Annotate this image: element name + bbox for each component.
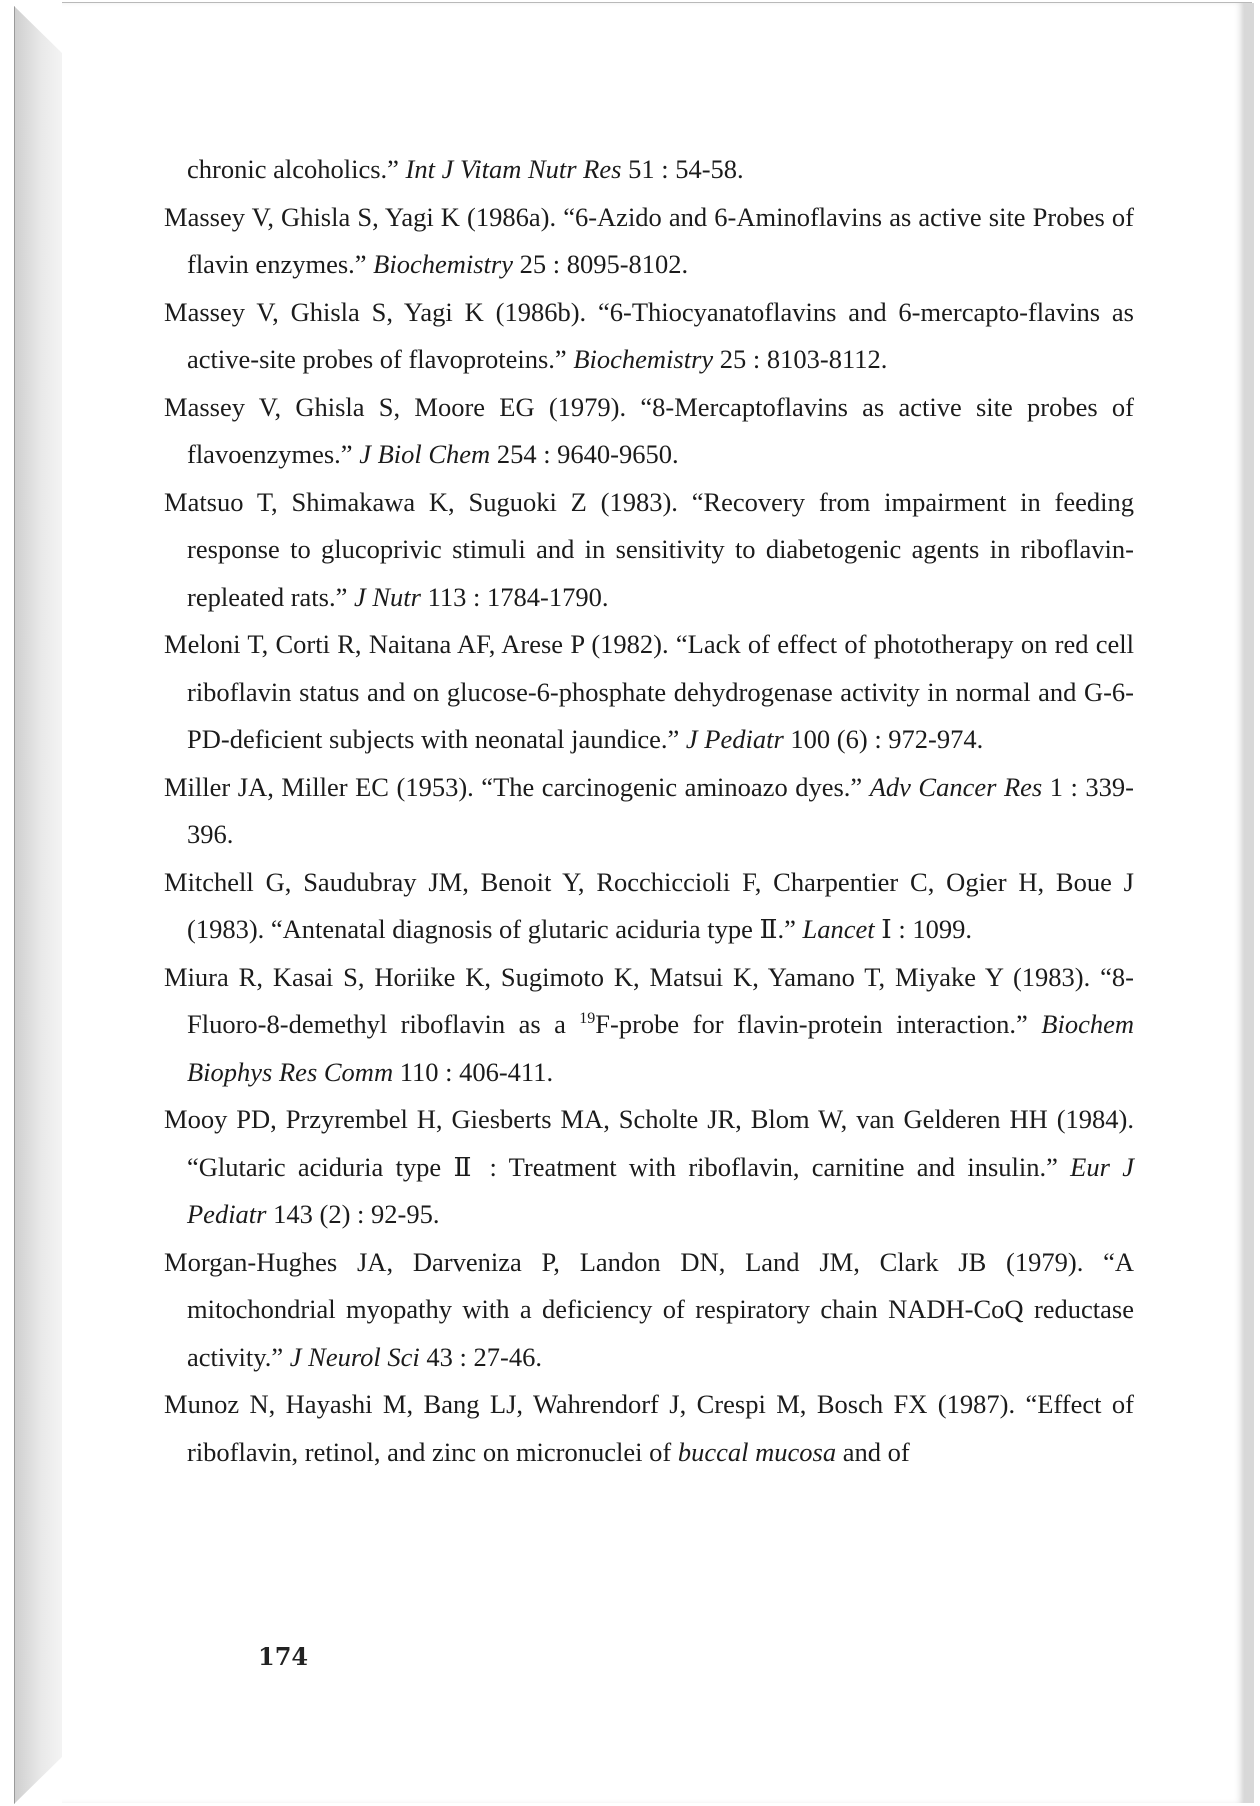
book-spine — [14, 6, 63, 1804]
reference-entry: Miller JA, Miller EC (1953). “The carcinogenic aminoazo dyes.” Adv Cancer Res 1 : 339-396. — [164, 771, 1134, 849]
reference-entry: chronic alcoholics.” Int J Vitam Nutr Res 51 : 54-58. — [187, 154, 744, 184]
reference-entry: Massey V, Ghisla S, Yagi K (1986a). “6-Azido and 6-Aminoflavins as active site Probes of flavin enzymes.” Biochemistry 25 : 8095-8102. — [164, 201, 1134, 279]
reference-entry: Meloni T, Corti R, Naitana AF, Arese P (1982). “Lack of effect of phototherapy on red cell riboflavin status and on glucose-6-phosphate dehydrogenase activity in normal and G-6-PD-deficient subjects with neonatal jaundice.” J Pediatr 100 (6) : 972-974. — [164, 629, 1134, 754]
reference-entry: Matsuo T, Shimakawa K, Suguoki Z (1983). “Recovery from impairment in feeding response to glucoprivic stimuli and in sensitivity to diabetogenic agents in riboflavin-repleated rats.” J Nutr 113 : 1784-1790. — [164, 486, 1134, 612]
reference-entry: Mitchell G, Saudubray JM, Benoit Y, Rocchiccioli F, Charpentier C, Ogier H, Boue J (1983). “Antenatal diagnosis of glutaric aciduria type Ⅱ.” Lancet Ⅰ : 1099. — [164, 866, 1134, 944]
reference-entry: Mooy PD, Przyrembel H, Giesberts MA, Scholte JR, Blom W, van Gelderen HH (1984). “Glutaric aciduria type Ⅱ : Treatment with riboflavin, carnitine and insulin.” Eur J Pediatr 143 (2) : 92-95. — [164, 1104, 1134, 1229]
reference-entry: Miura R, Kasai S, Horiike K, Sugimoto K, Matsui K, Yamano T, Miyake Y (1983). “8-Fluoro-8-demethyl riboflavin as a $^{19}$F-probe for flavin-protein interaction.” Biochem Biophys Res Comm 110 : 406-411. — [164, 961, 1134, 1087]
reference-entry: Massey V, Ghisla S, Yagi K (1986b). “6-Thiocyanatoflavins and 6-mercapto-flavins as active-site probes of flavoproteins.” Biochemistry 25 : 8103-8112. — [164, 296, 1134, 374]
reference-entry: Munoz N, Hayashi M, Bang LJ, Wahrendorf J, Crespi M, Bosch FX (1987). “Effect of riboflavin, retinol, and zinc on micronuclei of buccal mucosa and of — [164, 1389, 1134, 1467]
reference-entry: Massey V, Ghisla S, Moore EG (1979). “8-Mercaptoflavins as active site probes of flavoenzymes.” J Biol Chem 254 : 9640-9650. — [164, 391, 1134, 469]
reference-entry: Morgan-Hughes JA, Darveniza P, Landon DN, Land JM, Clark JB (1979). “A mitochondrial myopathy with a deficiency of respiratory chain NADH-CoQ reductase activity.” J Neurol Sci 43 : 27-46. — [164, 1246, 1134, 1372]
reference-list — [164, 146, 1134, 1476]
page-number: 174 — [258, 1642, 309, 1671]
